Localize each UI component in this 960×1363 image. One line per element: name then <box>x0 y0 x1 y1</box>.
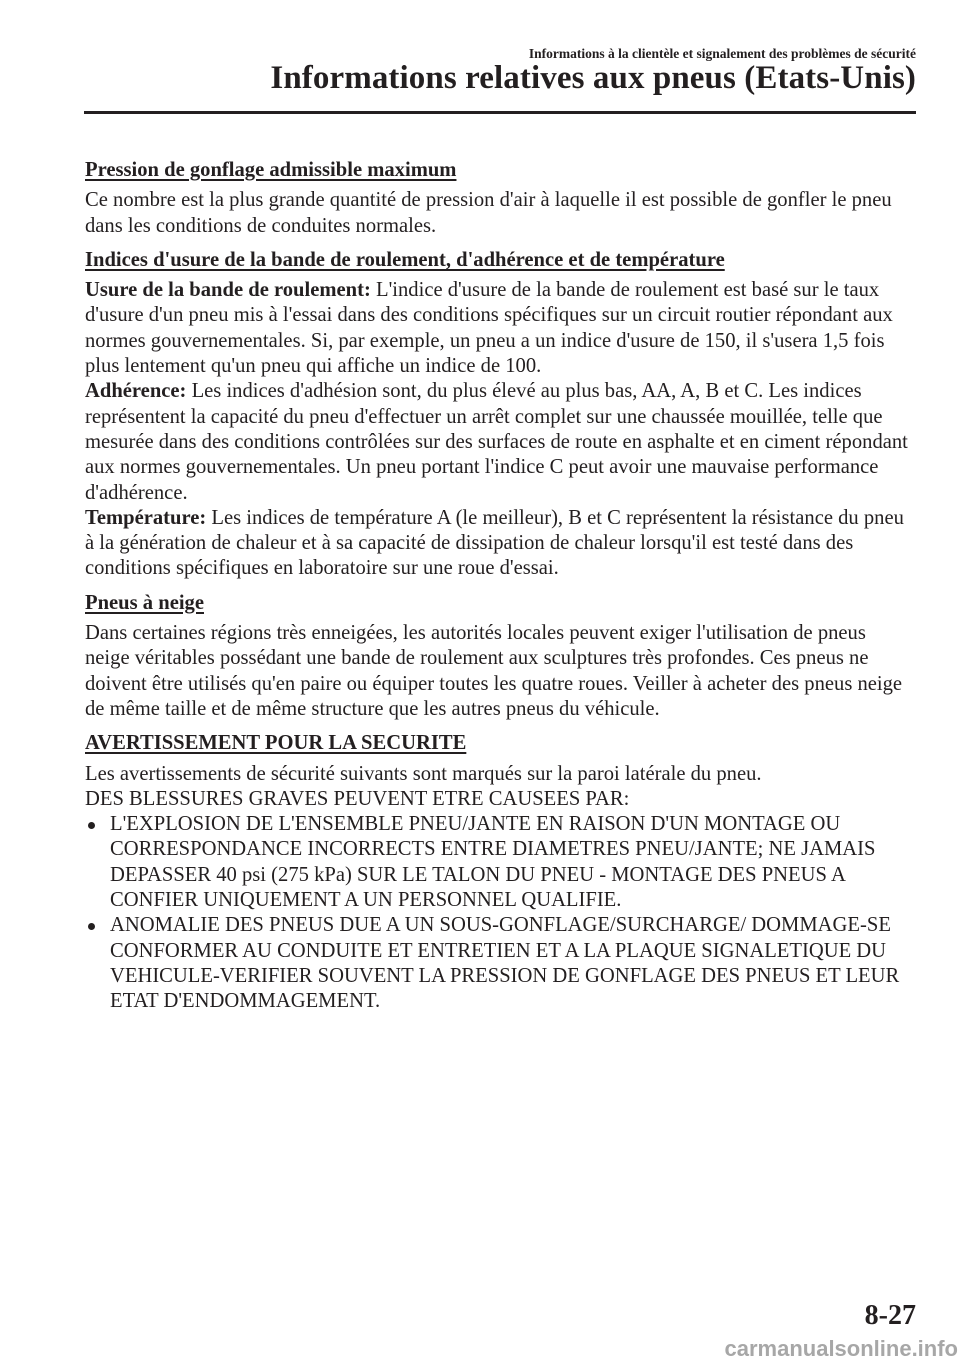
page-number: 8-27 <box>864 1300 916 1331</box>
paragraph-avertissement-intro: Les avertissements de sécurité suivants sont marqués sur la paroi latérale du pneu. <box>85 762 762 785</box>
watermark: carmanualsonline.info <box>724 1336 958 1361</box>
list-item-text: L'EXPLOSION DE L'ENSEMBLE PNEU/JANTE EN RAISON D'UN MONTAGE OU CORRESPONDANCE INCORRECTS ENTRE DIAMETRES PNEU/JANTE; NE JAMAIS DEPASSER 40 psi (275 kPa) SUR LE TALON DU PNEU - MONTAGE DES PNEUS A CONFIER UNIQUEMENT A UN PERSONNEL QUALIFIE. <box>110 813 876 912</box>
section-pression <box>85 158 915 239</box>
paragraph-avertissement-lead: DES BLESSURES GRAVES PEUVENT ETRE CAUSEES PAR: <box>85 787 630 810</box>
term-usure: Usure de la bande de roulement: <box>85 279 371 302</box>
text-usure: L'indice d'usure de la bande de roulement est basé sur le taux d'usure d'un pneu mis à l'essai dans des conditions spécifiques sur un circuit routier répondant aux normes gouvernementales. Si, par exemple, un pneu a un indice d'usure de 150, il s'usera 1,5 fois plus lentement qu'un pneu qui affiche un indice de 100. <box>85 279 893 378</box>
text-adherence: Les indices d'adhésion sont, du plus élevé au plus bas, AA, A, B et C. Les indices représentent la capacité du pneu d'effectuer un arrêt complet sur une chaussée mouillée, telle que mesurée dans des conditions contrôlées sur des surfaces de route en asphalte et en ciment répondant aux normes gouvernementales. Un pneu portant l'indice C peut avoir une mauvaise performance d'adhérence. <box>85 380 908 504</box>
section-avertissement <box>85 731 915 1014</box>
warning-list <box>85 812 915 1014</box>
paragraph-temperature <box>85 506 915 582</box>
header-divider <box>84 111 916 114</box>
bullet-dot-icon <box>88 923 95 930</box>
header-title: Informations relatives aux pneus (Etats-Unis) <box>270 60 916 96</box>
paragraph-pression: Ce nombre est la plus grande quantité de pression d'air à laquelle il est possible de gonfler le pneu dans les conditions de conduites normales. <box>85 189 892 237</box>
section-heading-indices: Indices d'usure de la bande de roulement, d'adhérence et de température <box>85 248 725 271</box>
page-content <box>85 158 915 1024</box>
section-heading-neige: Pneus à neige <box>85 591 204 614</box>
list-item-text: ANOMALIE DES PNEUS DUE A UN SOUS-GONFLAGE/SURCHARGE/ DOMMAGE-SE CONFORMER AU CONDUITE ET ENTRETIEN ET A LA PLAQUE SIGNALETIQUE DU VEHICULE-VERIFIER SOUVENT LA PRESSION DE GONFLAGE DES PNEUS ET LEUR ETAT D'ENDOMMAGEMENT. <box>110 914 900 1013</box>
term-adherence: Adhérence: <box>85 380 187 403</box>
paragraph-usure <box>85 278 915 379</box>
paragraph-neige: Dans certaines régions très enneigées, les autorités locales peuvent exiger l'utilisation de pneus neige véritables possédant une bande de roulement aux sculptures très profondes. Ces pneus ne doivent être utilisés qu'en paire ou équiper toutes les quatre roues. Veiller à acheter des pneus neige de même taille et de même structure que les autres pneus du véhicule. <box>85 622 903 720</box>
section-indices <box>85 248 915 582</box>
section-heading-pression: Pression de gonflage admissible maximum <box>85 159 457 181</box>
list-item <box>85 812 915 913</box>
bullet-dot-icon <box>88 822 95 829</box>
text-temperature: Les indices de température A (le meilleur), B et C représentent la résistance du pneu à la génération de chaleur et à sa capacité de dissipation de chaleur lorsqu'il est testé dans des conditions spécifiques en laboratoire sur une roue d'essai. <box>85 506 904 580</box>
section-heading-avertissement: AVERTISSEMENT POUR LA SECURITE <box>85 732 467 755</box>
section-neige <box>85 591 915 722</box>
list-item <box>85 913 915 1014</box>
header-subtitle: Informations à la clientèle et signalement des problèmes de sécurité <box>528 46 916 61</box>
term-temperature: Température: <box>85 506 207 529</box>
paragraph-adherence <box>85 379 915 505</box>
